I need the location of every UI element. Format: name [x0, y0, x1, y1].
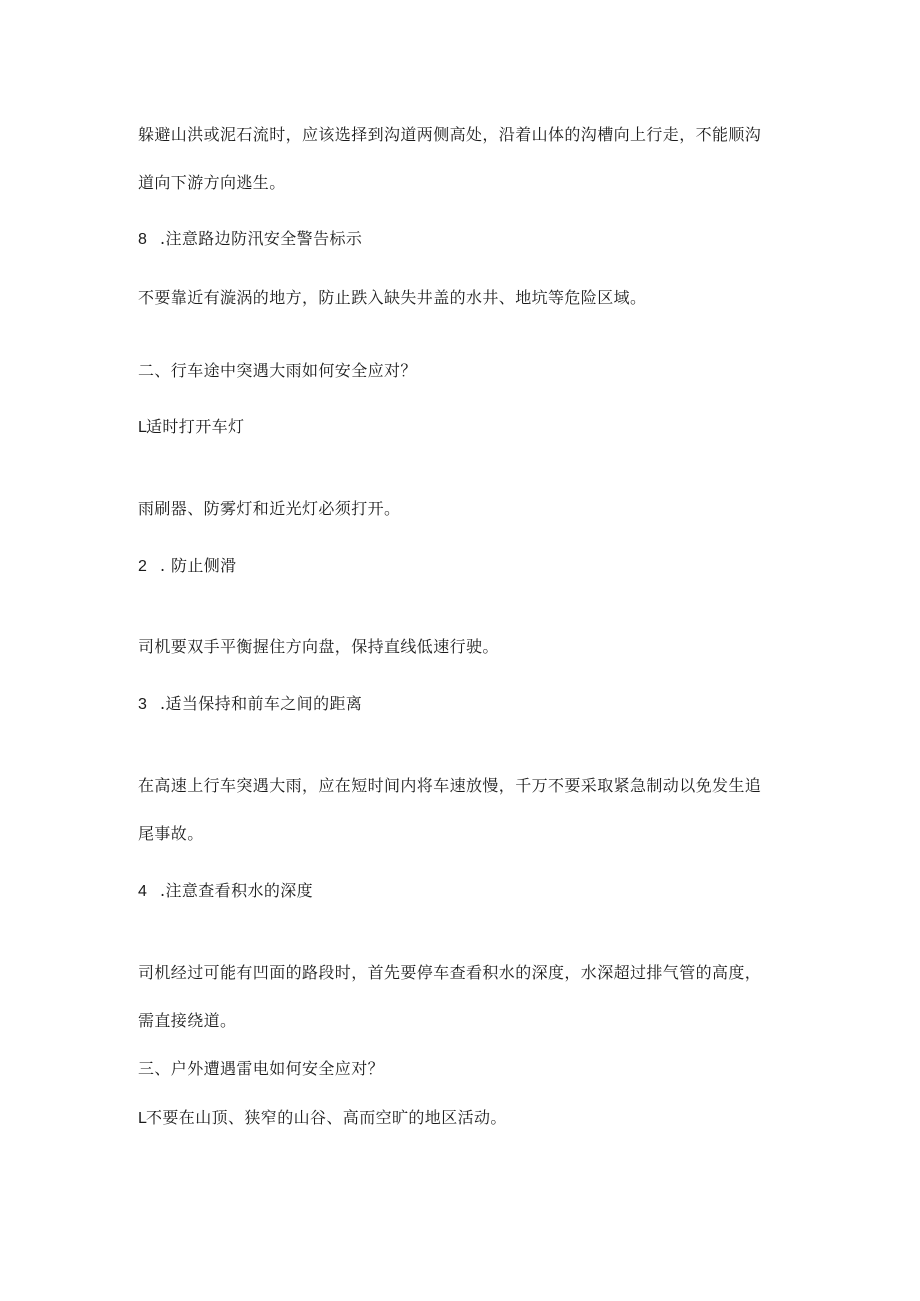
line-text: 在高速上行车突遇大雨，应在短时间内将车速放慢，千万不要采取紧急制动以免发生追: [138, 776, 762, 795]
heading-text: .适当保持和前车之间的距离: [160, 694, 363, 713]
heading-text: .注意路边防汛安全警告标示: [160, 229, 363, 248]
item-number: L: [138, 419, 148, 436]
section-heading: [138, 417, 244, 438]
paragraph-line: [138, 125, 761, 145]
line-text: 躲避山洪或泥石流时，应该选择到沟道两侧高处，沿着山体的沟槽向上行走，不能顺沟: [138, 125, 762, 144]
line-text: 尾事故。: [138, 824, 204, 843]
item-number: 3: [138, 696, 148, 713]
paragraph-line: [138, 776, 761, 796]
section-heading: [138, 229, 362, 250]
heading-text: . 防止侧滑: [160, 556, 237, 575]
item-number: 2: [138, 558, 148, 575]
item-number: 8: [138, 231, 148, 248]
paragraph-line: [138, 963, 761, 983]
section-heading: [138, 556, 237, 577]
line-text: 道向下游方向逃生。: [138, 173, 286, 192]
paragraph-line: [138, 499, 400, 519]
paragraph-line: [138, 637, 499, 657]
paragraph-line: [138, 1011, 236, 1031]
section-title: [138, 361, 417, 381]
line-text: 雨刷器、防雾灯和近光灯必须打开。: [138, 499, 401, 518]
line-text: 不要靠近有漩涡的地方，防止跌入缺失井盖的水井、地坑等危险区域。: [138, 288, 647, 307]
line-text: 司机要双手平衡握住方向盘，保持直线低速行驶。: [138, 637, 499, 656]
section-title: [138, 1059, 384, 1079]
line-text: 需直接绕道。: [138, 1011, 237, 1030]
section-heading: [138, 694, 362, 715]
paragraph-line: [138, 173, 286, 193]
section-heading: [138, 1108, 507, 1129]
title-text: 三、户外遭遇雷电如何安全应对？: [138, 1059, 385, 1078]
title-text: 二、行车途中突遇大雨如何安全应对？: [138, 361, 417, 380]
heading-text: 适时打开车灯: [146, 417, 245, 436]
heading-text: 不要在山顶、狭窄的山谷、高而空旷的地区活动。: [146, 1108, 507, 1127]
line-text: 司机经过可能有凹面的路段时，首先要停车查看积水的深度，水深超过排气管的高度，: [138, 963, 762, 982]
heading-text: .注意查看积水的深度: [160, 881, 314, 900]
item-number: L: [138, 1110, 148, 1127]
paragraph-line: [138, 824, 204, 844]
paragraph-line: [138, 288, 646, 308]
item-number: 4: [138, 883, 148, 900]
section-heading: [138, 881, 313, 902]
